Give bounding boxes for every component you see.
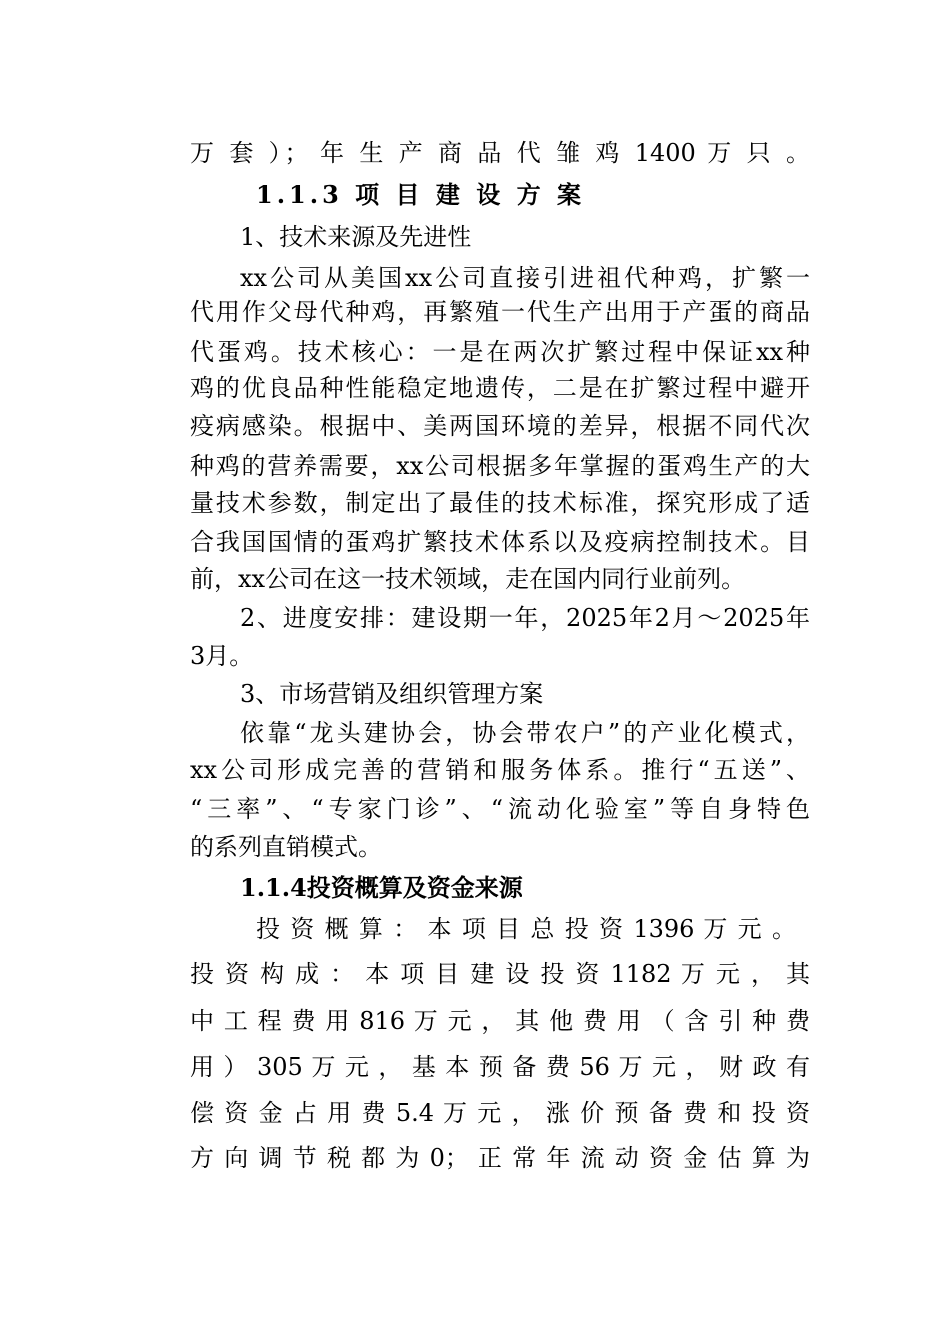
paragraph-line: “三率”、“专家门诊”、“流动化验室”等自身特色 <box>190 795 810 823</box>
paragraph-line: xx公司从美国xx公司直接引进祖代种鸡，扩繁一 <box>240 264 810 292</box>
paragraph-line: 代用作父母代种鸡，再繁殖一代生产出用于产蛋的商品 <box>190 298 810 326</box>
paragraph-line: 依靠“龙头建协会，协会带农户”的产业化模式， <box>240 719 810 747</box>
paragraph-line: xx公司形成完善的营销和服务体系。推行“五送”、 <box>190 756 810 784</box>
investment-line: 方 向 调 节 税 都 为 0； 正 常 年 流 动 资 金 估 算 为 <box>190 1144 810 1172</box>
paragraph-line: 代蛋鸡。技术核心：一是在两次扩繁过程中保证xx种 <box>190 338 810 366</box>
text-line: 万 套 ）； 年 生 产 商 品 代 雏 鸡 1400 万 只 。 <box>190 139 810 167</box>
investment-line: 用 ） 305 万 元 ， 基 本 预 备 费 56 万 元 ， 财 政 有 <box>190 1053 810 1081</box>
investment-line: 中 工 程 费 用 816 万 元 ， 其 他 费 用 （ 含 引 种 费 <box>190 1007 810 1035</box>
investment-line: 偿 资 金 占 用 费 5.4 万 元 ， 涨 价 预 备 费 和 投 资 <box>190 1099 810 1127</box>
paragraph-line: 合我国国情的蛋鸡扩繁技术体系以及疫病控制技术。目 <box>190 528 810 556</box>
paragraph-line: 量技术参数，制定出了最佳的技术标准，探究形成了适 <box>190 489 810 517</box>
section-heading-1-1-4: 1.1.4投资概算及资金来源 <box>240 873 523 902</box>
schedule-line: 2、进度安排：建设期一年，2025年2月～2025年 <box>240 604 810 632</box>
paragraph-line: 的系列直销模式。 <box>190 833 382 861</box>
paragraph-line: 鸡的优良品种性能稳定地遗传，二是在扩繁过程中避开 <box>190 374 810 402</box>
paragraph-line: 前，xx公司在这一技术领域，走在国内同行业前列。 <box>190 565 746 593</box>
paragraph-line: 疫病感染。根据中、美两国环境的差异，根据不同代次 <box>190 412 810 440</box>
investment-line: 投 资 概 算 ： 本 项 目 总 投 资 1396 万 元 。 <box>256 915 796 943</box>
investment-line: 投 资 构 成 ： 本 项 目 建 设 投 资 1182 万 元 ， 其 <box>190 960 810 988</box>
subsection-heading-marketing: 3、市场营销及组织管理方案 <box>240 680 544 708</box>
schedule-line: 3月。 <box>190 642 254 670</box>
section-heading-1-1-3: 1.1.3 项 目 建 设 方 案 <box>256 180 585 209</box>
subsection-heading-tech-source: 1、技术来源及先进性 <box>240 223 472 251</box>
paragraph-line: 种鸡的营养需要，xx公司根据多年掌握的蛋鸡生产的大 <box>190 452 810 480</box>
